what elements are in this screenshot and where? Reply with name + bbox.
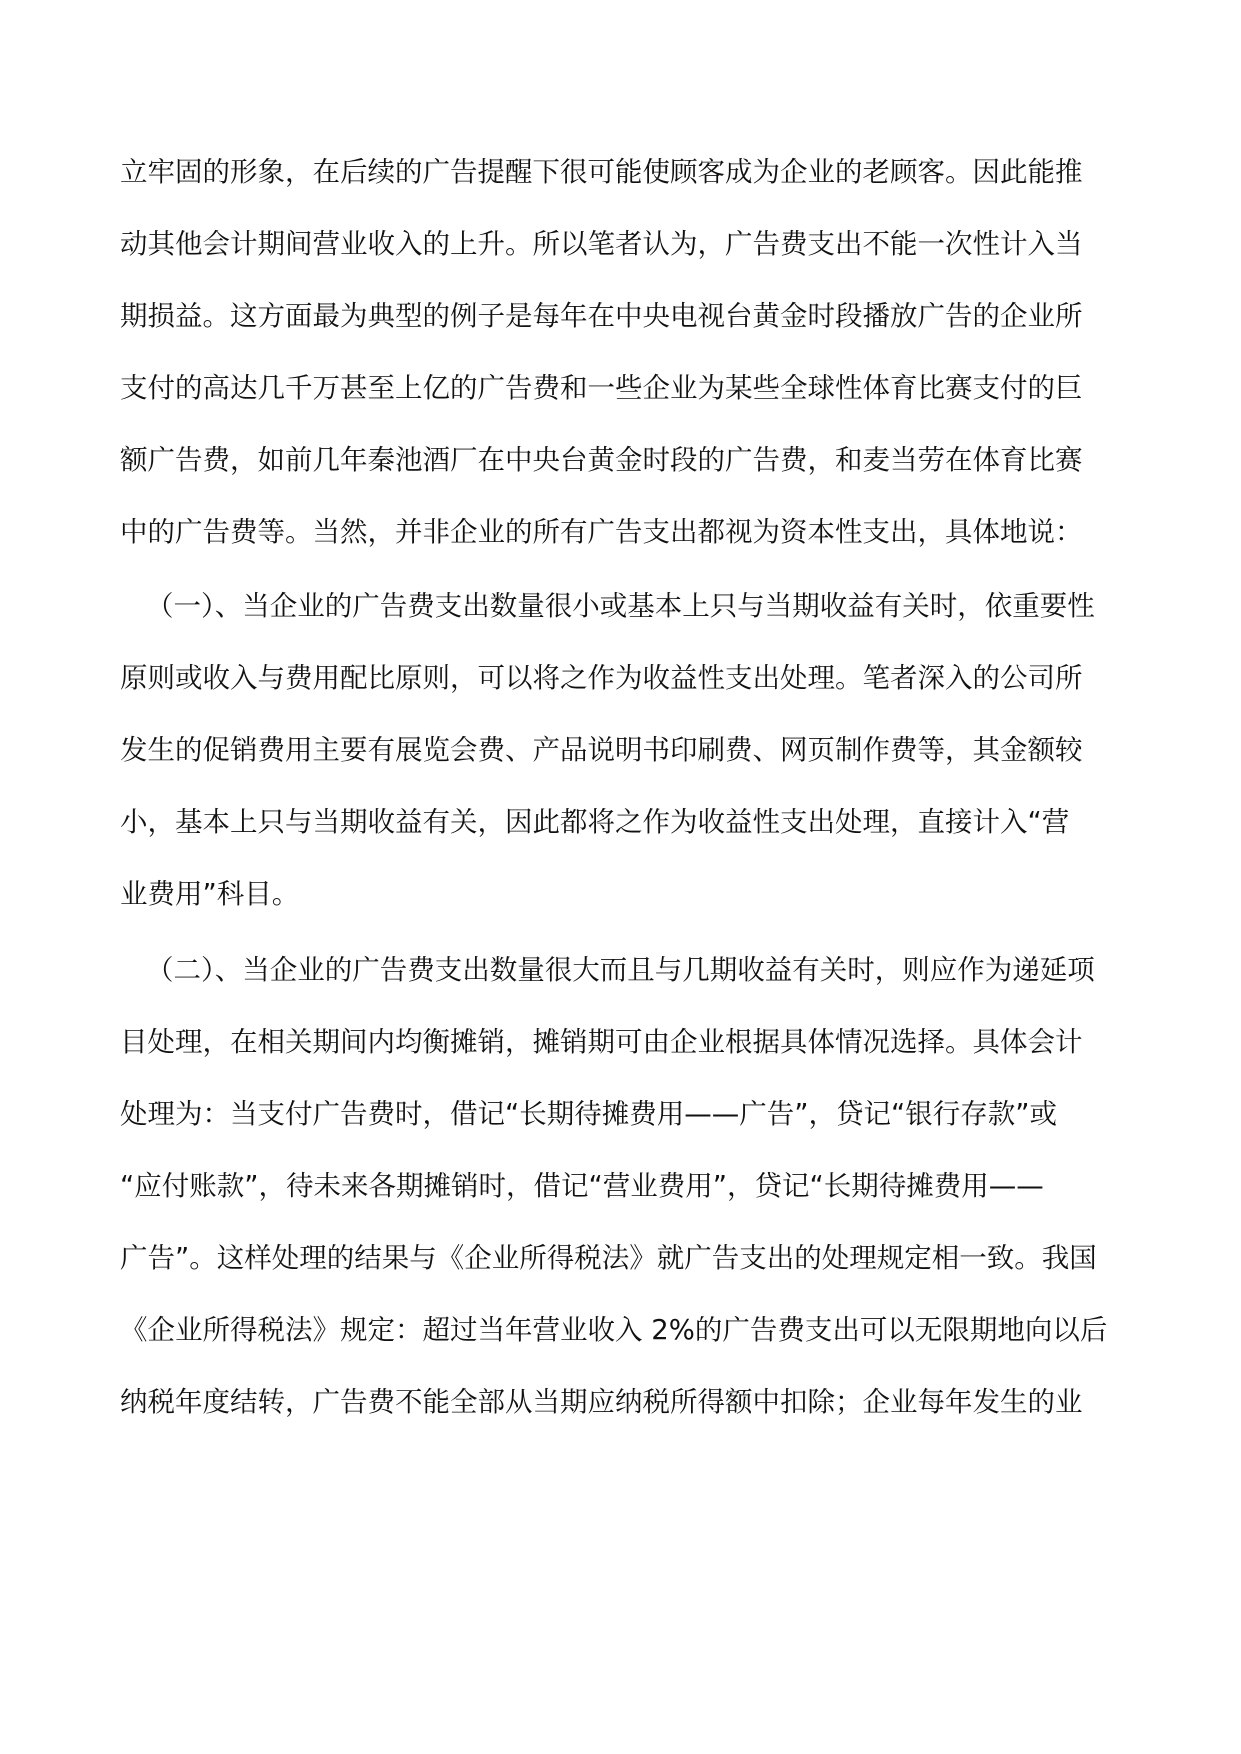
text-line: 广告”。这样处理的结果与《企业所得税法》就广告支出的处理规定相一致。我国 <box>120 1242 1097 1274</box>
text-line: “应付账款”，待未来各期摊销时，借记“营业费用”，贷记“长期待摊费用—— <box>120 1170 1044 1202</box>
text-line: 发生的促销费用主要有展览会费、产品说明书印刷费、网页制作费等，其金额较 <box>120 734 1083 766</box>
text-line: 纳税年度结转，广告费不能全部从当期应纳税所得额中扣除；企业每年发生的业 <box>120 1386 1083 1418</box>
text-line: 业费用”科目。 <box>120 878 300 910</box>
text-line: 目处理，在相关期间内均衡摊销，摊销期可由企业根据具体情况选择。具体会计 <box>120 1026 1083 1058</box>
text-line: 原则或收入与费用配比原则，可以将之作为收益性支出处理。笔者深入的公司所 <box>120 662 1083 694</box>
text-line: （二）、当企业的广告费支出数量很大而且与几期收益有关时，则应作为递延项 <box>146 954 1095 986</box>
text-line: （一）、当企业的广告费支出数量很小或基本上只与当期收益有关时，依重要性 <box>146 590 1095 622</box>
text-line: 处理为：当支付广告费时，借记“长期待摊费用——广告”，贷记“银行存款”或 <box>120 1098 1057 1130</box>
text-line: 期损益。这方面最为典型的例子是每年在中央电视台黄金时段播放广告的企业所 <box>120 300 1083 332</box>
text-line: 《企业所得税法》规定：超过当年营业收入 2%的广告费支出可以无限期地向以后 <box>120 1314 1108 1346</box>
text-line: 中的广告费等。当然，并非企业的所有广告支出都视为资本性支出，具体地说： <box>120 516 1083 548</box>
text-line: 支付的高达几千万甚至上亿的广告费和一些企业为某些全球性体育比赛支付的巨 <box>120 372 1083 404</box>
text-line: 动其他会计期间营业收入的上升。所以笔者认为，广告费支出不能一次性计入当 <box>120 228 1083 260</box>
text-line: 立牢固的形象，在后续的广告提醒下很可能使顾客成为企业的老顾客。因此能推 <box>120 156 1083 188</box>
text-line: 小，基本上只与当期收益有关，因此都将之作为收益性支出处理，直接计入“营 <box>120 806 1070 838</box>
text-line: 额广告费，如前几年秦池酒厂在中央台黄金时段的广告费，和麦当劳在体育比赛 <box>120 444 1083 476</box>
